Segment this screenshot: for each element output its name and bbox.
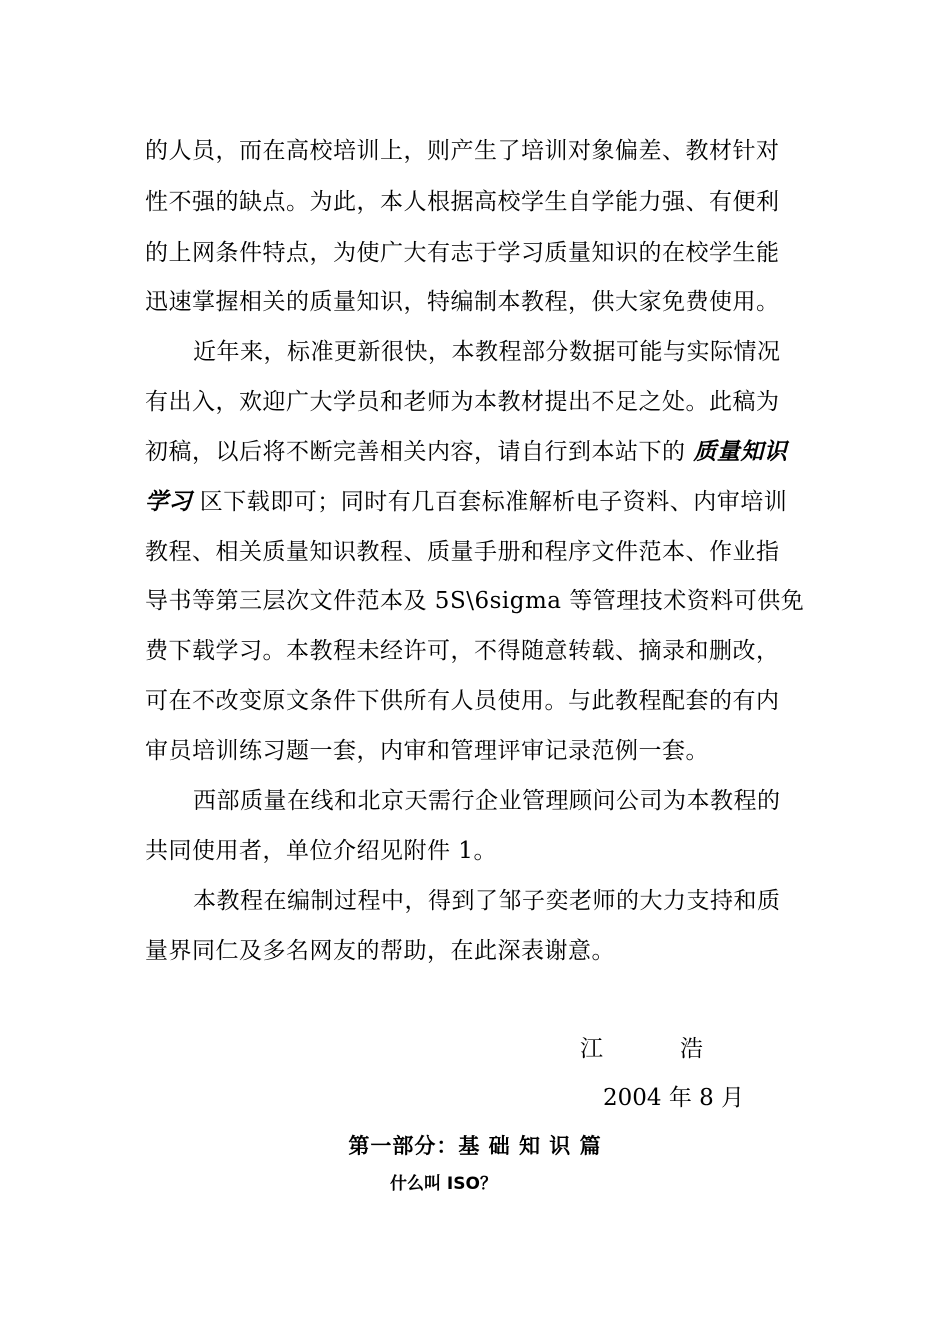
signature-name-last: 浩	[680, 1036, 703, 1062]
signature-name-first: 江	[580, 1036, 603, 1062]
emphasis-study: 学习	[145, 488, 192, 515]
paragraph-3-line-2: 共同使用者，单位介绍见附件 1。	[145, 838, 497, 864]
question-heading: 什么叫 ISO？	[390, 1174, 497, 1194]
paragraph-4-line-1: 本教程在编制过程中，得到了邹子奕老师的大力支持和质	[193, 888, 781, 914]
paragraph-1-line-1: 的人员，而在高校培训上，则产生了培训对象偏差、教材针对	[145, 138, 780, 164]
part-one-title: 第一部分：基 础 知 识 篇	[348, 1134, 602, 1158]
paragraph-2-line-8: 可在不改变原文条件下供所有人员使用。与此教程配套的有内	[145, 688, 780, 714]
paragraph-2-line-7: 费下载学习。本教程未经许可，不得随意转载、摘录和删改，	[145, 638, 780, 664]
paragraph-2-line-4	[145, 487, 787, 517]
paragraph-2-line-2: 有出入，欢迎广大学员和老师为本教材提出不足之处。此稿为	[145, 389, 780, 415]
paragraph-1-line-4: 迅速掌握相关的质量知识，特编制本教程，供大家免费使用。	[145, 289, 780, 315]
paragraph-2-line-5: 教程、相关质量知识教程、质量手册和程序文件范本、作业指	[145, 539, 780, 565]
signature-date: 2004 年 8 月	[603, 1085, 745, 1111]
paragraph-2-line-3-text: 初稿，以后将不断完善相关内容，请自行到本站下的	[145, 439, 694, 465]
paragraph-4-line-2: 量界同仁及多名网友的帮助，在此深表谢意。	[145, 938, 615, 964]
paragraph-2-line-6: 导书等第三层次文件范本及 5S\6sigma 等管理技术资料可供免	[145, 588, 805, 614]
paragraph-2-line-4-text: 区下载即可；同时有几百套标准解析电子资料、内审培训	[192, 489, 788, 515]
paragraph-2-line-3	[145, 437, 787, 467]
paragraph-1-line-3: 的上网条件特点，为使广大有志于学习质量知识的在校学生能	[145, 240, 780, 266]
paragraph-2-line-1: 近年来，标准更新很快，本教程部分数据可能与实际情况	[193, 339, 781, 365]
paragraph-1-line-2: 性不强的缺点。为此，本人根据高校学生自学能力强、有便利	[145, 189, 780, 215]
paragraph-3-line-1: 西部质量在线和北京天需行企业管理顾问公司为本教程的	[193, 788, 781, 814]
paragraph-2-line-9: 审员培训练习题一套，内审和管理评审记录范例一套。	[145, 738, 709, 764]
emphasis-quality-knowledge: 质量知识	[693, 438, 788, 465]
